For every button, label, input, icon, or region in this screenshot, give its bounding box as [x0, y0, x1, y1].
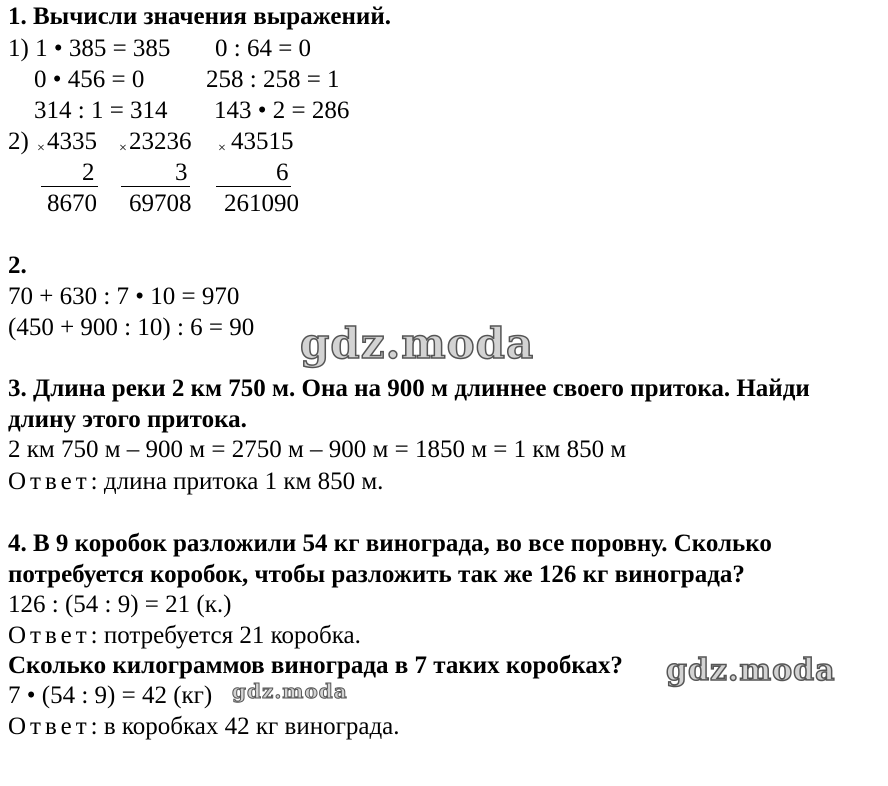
answer-label: Ответ [8, 468, 91, 495]
mult3-rule [216, 186, 291, 187]
task1-row1-a: 1) 1 • 385 = 385 [8, 35, 171, 62]
task4-answer-2 [8, 712, 400, 742]
task3-title-line1: 3. Длина реки 2 км 750 м. Она на 900 м длиннее своего притока. Найди [8, 375, 810, 402]
task1-title: 1. Вычисли значения выражений. [8, 3, 391, 30]
mult2-top: 23236 [129, 128, 192, 155]
task4-solution-1: 126 : (54 : 9) = 21 (к.) [8, 591, 232, 618]
task4-title-line1: 4. В 9 коробок разложили 54 кг винограда, во все поровну. Сколько [8, 530, 772, 557]
mult3-multiplier: 6 [276, 159, 289, 186]
watermark-medium: gdz.moda [666, 653, 836, 688]
task3-answer [8, 467, 383, 497]
answer-text: : длина притока 1 км 850 м. [90, 468, 384, 495]
task1-row3-b: 143 • 2 = 286 [214, 97, 350, 124]
task1-row2-b: 258 : 258 = 1 [206, 66, 340, 93]
mult2-multiplier: 3 [175, 159, 188, 186]
mult2-result: 69708 [129, 190, 192, 217]
task2-line-2: (450 + 900 : 10) : 6 = 90 [8, 314, 255, 341]
answer-text: : в коробках 42 кг винограда. [90, 713, 400, 740]
task3-solution: 2 км 750 м – 900 м = 2750 м – 900 м = 1850 м = 1 км 850 м [8, 436, 627, 463]
task4-answer-1 [8, 621, 361, 651]
task4-title-line2: потребуется коробок, чтобы разложить так же 126 кг винограда? [8, 561, 745, 588]
answer-label: Ответ [8, 713, 91, 740]
task4-question-2: Сколько килограммов винограда в 7 таких коробках? [8, 652, 623, 679]
task3-title-line2: длину этого притока. [8, 406, 247, 433]
watermark-small: gdz.moda [232, 679, 348, 703]
task1-row3-a: 314 : 1 = 314 [34, 97, 168, 124]
part2-label: 2) [8, 128, 29, 155]
task2-line-1: 70 + 630 : 7 • 10 = 970 [8, 283, 240, 310]
multiply-sign-2: × [119, 141, 127, 156]
task2-title: 2. [8, 252, 27, 279]
mult3-result: 261090 [224, 190, 299, 217]
task1-row2-a: 0 • 456 = 0 [34, 66, 145, 93]
multiply-sign-1: × [37, 141, 45, 156]
answer-label: Ответ [8, 622, 91, 649]
watermark-large: gdz.moda [300, 319, 535, 368]
mult1-top: 4335 [47, 128, 97, 155]
mult3-top: 43515 [231, 128, 294, 155]
multiply-sign-3: × [218, 141, 226, 156]
mult2-rule [121, 186, 190, 187]
task1-row1-b: 0 : 64 = 0 [215, 35, 312, 62]
mult1-result: 8670 [47, 190, 97, 217]
mult1-rule [41, 186, 98, 187]
mult1-multiplier: 2 [82, 159, 95, 186]
task4-solution-2: 7 • (54 : 9) = 42 (кг) [8, 682, 213, 709]
answer-text: : потребуется 21 коробка. [90, 622, 361, 649]
